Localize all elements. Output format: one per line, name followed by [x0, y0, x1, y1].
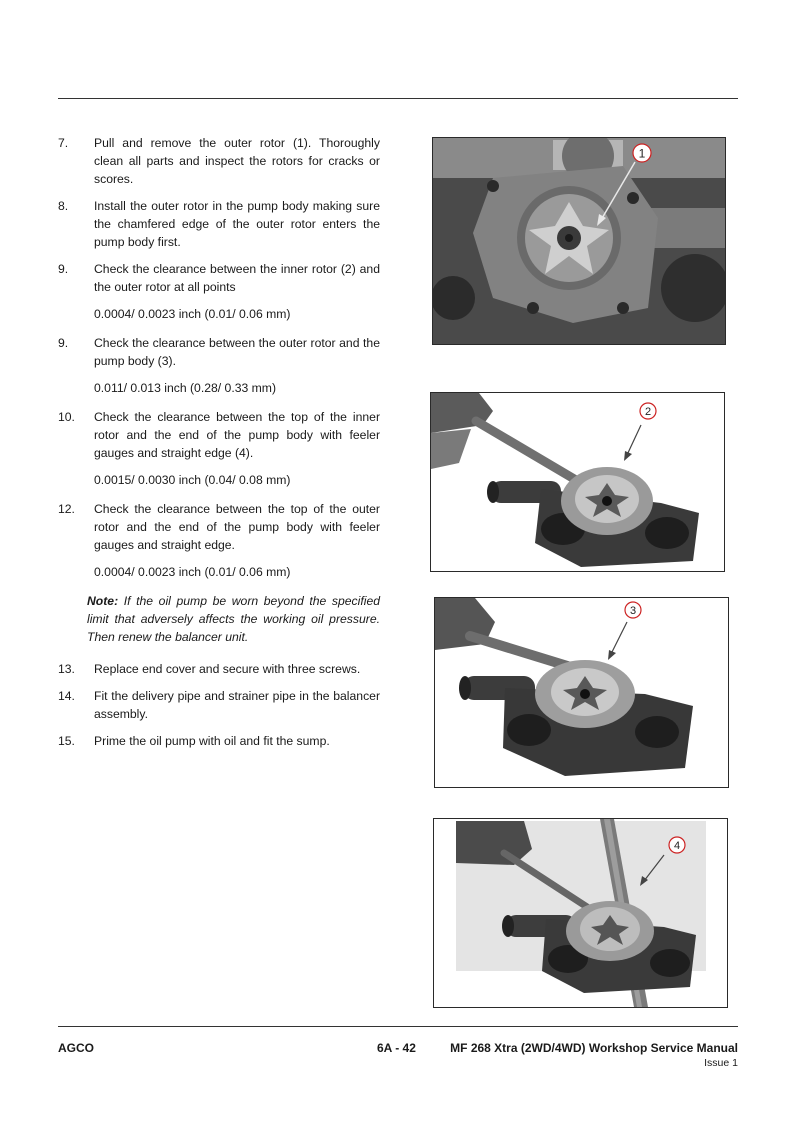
step-text: Pull and remove the outer rotor (1). Thoroughly clean all parts and inspect the rotors for cracks or scores.	[94, 136, 380, 186]
page-number: 6A - 42	[377, 1041, 416, 1055]
step-number: 14.	[58, 689, 75, 703]
issue-label: Issue 1	[704, 1057, 738, 1069]
step-text: Check the clearance between the top of the outer rotor and the end of the pump body with feeler gauges and straight edge.	[94, 502, 380, 552]
clearance-spec: 0.0004/ 0.0023 inch (0.01/ 0.06 mm)	[94, 307, 291, 321]
step-10	[58, 408, 380, 462]
body-clearance-photo	[435, 598, 728, 787]
step-number: 13.	[58, 662, 75, 676]
footer-rule	[58, 1026, 738, 1027]
clearance-spec: 0.0015/ 0.0030 inch (0.04/ 0.08 mm)	[94, 473, 291, 487]
step-text: Check the clearance between the top of the inner rotor and the end of the pump body with feeler gauges and straight edge (4).	[94, 410, 380, 460]
callout-label: 1	[638, 146, 646, 161]
figure-outer-rotor	[432, 137, 726, 345]
note-label: Note:	[87, 594, 119, 608]
figure-straight-edge	[433, 818, 728, 1008]
step-text: Prime the oil pump with oil and fit the sump.	[94, 734, 330, 748]
step-text: Check the clearance between the outer rotor and the pump body (3).	[94, 336, 380, 368]
step-number: 12.	[58, 502, 75, 516]
step-13	[58, 660, 380, 678]
step-number: 9.	[58, 262, 69, 276]
clearance-spec: 0.011/ 0.013 inch (0.28/ 0.33 mm)	[94, 381, 277, 395]
step-15	[58, 732, 380, 750]
step-number: 8.	[58, 199, 69, 213]
straight-edge-photo	[434, 819, 727, 1007]
step-8	[58, 197, 380, 251]
step-number: 9.	[58, 336, 69, 350]
step-text: Replace end cover and secure with three screws.	[94, 662, 361, 676]
step-14	[58, 687, 380, 723]
step-text: Install the outer rotor in the pump body making sure the chamfered edge of the outer rotor enters the pump body first.	[94, 199, 380, 249]
footer-brand: AGCO	[58, 1041, 94, 1055]
step-9b	[58, 334, 380, 370]
step-9a	[58, 260, 380, 296]
callout-label: 4	[673, 840, 681, 852]
figure-body-clearance	[434, 597, 729, 788]
step-12	[58, 500, 380, 554]
step-text: Fit the delivery pipe and strainer pipe in the balancer assembly.	[94, 689, 380, 721]
note-text: If the oil pump be worn beyond the specified limit that adversely affects the working oil pressure. Then renew the balancer unit.	[87, 594, 380, 644]
outer-rotor-photo	[433, 138, 725, 344]
procedure-steps	[58, 134, 380, 759]
step-number: 15.	[58, 734, 75, 748]
callout-label: 2	[644, 406, 652, 418]
note	[58, 592, 380, 646]
figure-rotor-clearance	[430, 392, 725, 572]
step-number: 10.	[58, 410, 75, 424]
manual-title: MF 268 Xtra (2WD/4WD) Workshop Service Manual	[450, 1041, 738, 1055]
rotor-clearance-photo	[431, 393, 724, 571]
step-text: Check the clearance between the inner rotor (2) and the outer rotor at all points	[94, 262, 380, 294]
callout-label: 3	[629, 605, 637, 617]
clearance-spec: 0.0004/ 0.0023 inch (0.01/ 0.06 mm)	[94, 565, 291, 579]
step-number: 7.	[58, 136, 69, 150]
step-7	[58, 134, 380, 188]
header-rule	[58, 98, 738, 99]
